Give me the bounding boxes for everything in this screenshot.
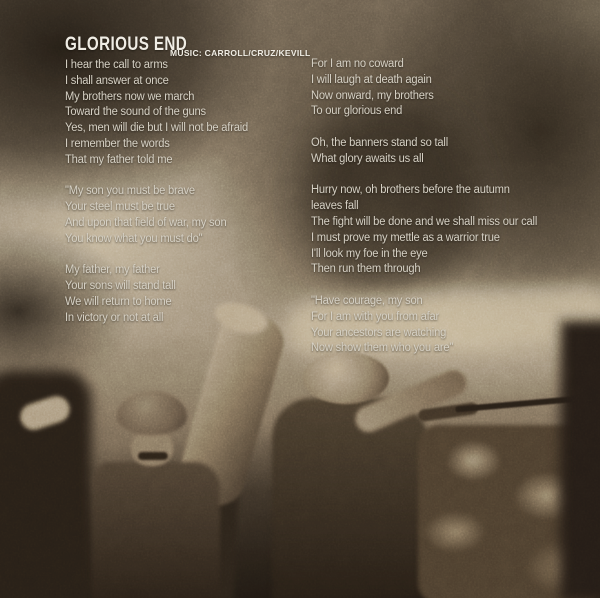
lyric-line: You know what you must do" — [65, 232, 203, 245]
lyric-line: Yes, men will die but I will not be afraid — [65, 122, 249, 135]
lyric-line: My father, my father — [65, 264, 160, 277]
lyric-line: We will return to home — [65, 295, 172, 308]
stanza — [65, 58, 298, 169]
lyric-line: For I am no coward — [311, 58, 404, 70]
song-title: GLORIOUS END — [65, 34, 188, 55]
lyric-line: "My son you must be brave — [65, 185, 195, 198]
lyric-line: My brothers now we march — [65, 90, 195, 103]
lyric-line: I'll look my foe in the eye — [311, 247, 428, 260]
lyric-line: In victory or not at all — [65, 311, 164, 324]
lyric-line: What glory awaits us all — [311, 152, 424, 165]
stanza — [65, 184, 298, 247]
stanza — [311, 294, 573, 357]
lyric-line: And upon that field of war, my son — [65, 216, 227, 229]
lyric-line: I must prove my mettle as a warrior true — [311, 231, 500, 244]
lyric-line: Your ancestors are watching — [311, 326, 447, 339]
stanza — [311, 183, 573, 278]
lyric-line: That my father told me — [65, 153, 173, 166]
lyric-line: Now show them who you are" — [311, 342, 454, 355]
song-credit: MUSIC: CARROLL/CRUZ/KEVILL — [170, 47, 311, 58]
lyric-line: The fight will be done and we shall miss our call — [311, 215, 538, 228]
lyrics-column-left — [65, 58, 298, 342]
lyric-line: leaves fall — [311, 200, 359, 213]
lyric-line: For I am with you from afar — [311, 310, 440, 323]
lyric-line: Your steel must be true — [65, 201, 175, 214]
lyric-line: Your sons will stand tall — [65, 280, 176, 293]
lyric-line: I hear the call to arms — [65, 59, 168, 71]
lyric-line: Hurry now, oh brothers before the autumn — [311, 184, 510, 197]
song-header — [65, 34, 311, 58]
lyric-line: Toward the sound of the guns — [65, 106, 206, 119]
lyric-line: I will laugh at death again — [311, 73, 432, 86]
lyric-line: Then run them through — [311, 263, 421, 276]
lyric-line: "Have courage, my son — [311, 294, 423, 307]
stanza — [311, 57, 573, 120]
stanza — [311, 136, 573, 168]
lyrics-column-right — [311, 57, 573, 373]
lyric-line: I shall answer at once — [65, 74, 169, 87]
stanza — [65, 263, 298, 326]
lyric-line: Oh, the banners stand so tall — [311, 136, 449, 149]
lyric-line: I remember the words — [65, 137, 170, 150]
lyric-line: To our glorious end — [311, 105, 403, 118]
lyric-line: Now onward, my brothers — [311, 89, 434, 102]
